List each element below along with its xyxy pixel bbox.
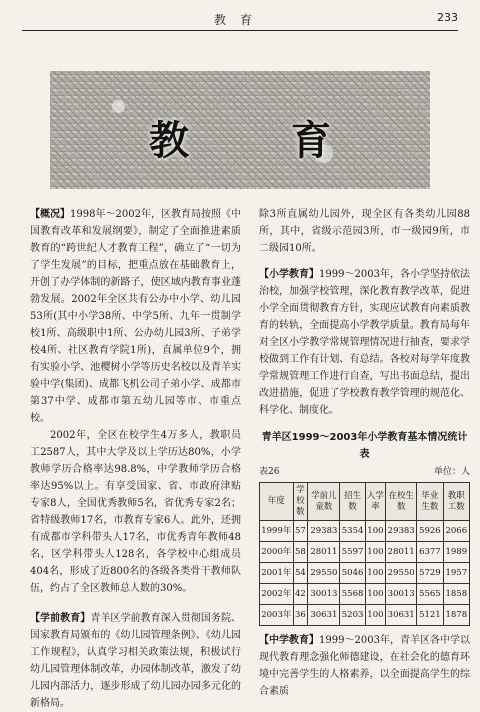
primary-paragraph: [259, 266, 470, 419]
overview-text: 1998年～2002年，区教育局按照《中国教育改革和发展纲要》，制定了全面推进素质教育的“跨世纪人才教育工程”，确立了“一切为了学生发展”的目标，把重点放在基础教育上，开创了办学体制的新路子，使区域内教育事业蓬勃发展。2002年全区共有公办中小学、幼儿园53所(其中小学38所、中学5所、九年一贯制学校1所、高级职中1所、公办幼儿园3所、子弟学校4所、社区教育学院1所)，直属单位9个，拥有实验小学、池樱树小学等历史名校以及青羊实验中学(集团)、成都飞机公司子弟小学、成都市第37中学、成都市第五幼儿园等市、市重点校。: [30, 209, 242, 424]
table-cell: 2000年: [260, 542, 294, 563]
table-cell: 100: [365, 542, 386, 563]
header-preschool: 学前儿童数: [308, 483, 340, 521]
table-cell: 1999年: [260, 521, 294, 542]
table-cell: 2001年: [260, 563, 294, 584]
primary-text: 1999～2003年，各小学坚持依法治校，加强学校管理，深化教育教学改革，促进小学全面贯彻教育方针，实现应试教育向素质教育的转轨，全面提高小学教学质量。教育局每年对全区小学教学常规管理情况进行抽查，要求学校做到工作有计划、有总结。各校对每学年度教学常规管理工作进行自查，写出书面总结，提出改进措施，促进了学校教育教学管理的规范化、科学化、制度化。: [259, 269, 471, 416]
page-number: 233: [437, 11, 458, 24]
table-cell: 29383: [308, 521, 340, 542]
table-row: [260, 521, 470, 542]
table-row: [260, 542, 470, 563]
table-cell: 5565: [417, 584, 443, 605]
table-row: [260, 584, 470, 605]
section-tag-primary: 【小学教育】: [259, 269, 320, 280]
table-cell: 1878: [443, 605, 469, 626]
overview-paragraph: [30, 206, 241, 427]
left-column: [30, 206, 241, 712]
table-cell: 54: [293, 563, 308, 584]
table-cell: 5729: [417, 563, 443, 584]
table-cell: 2066: [443, 521, 469, 542]
table-cell: 100: [365, 563, 386, 584]
secondary-text: 1999～2003年，青羊区各中学以现代教育理念强化师德建设，在社会化的德育环境中完善学生的人格素养，以全面提高学生的综合素质: [259, 635, 471, 697]
secondary-paragraph: [259, 632, 470, 700]
table-cell: 30013: [386, 584, 417, 605]
table-header-row: [260, 483, 470, 521]
table-cell: 36: [293, 605, 308, 626]
table-caption: 青羊区1999～2003年小学教育基本情况统计表: [261, 432, 468, 460]
table-cell: 5568: [340, 584, 365, 605]
staff-paragraph: 2002年，全区在校学生4万多人，教职员工2587人，其中大学及以上学历达80%，小学教师学历合格率达98.8%，中学教师学历合格率达95%以上。有享受国家、省、市政府津贴专家8人，全国优秀教师5名，省优秀专家2名；省特级教师17名，市教育专家6人。此外，还拥有成都市学科带头人17名，市优秀青年教师48名，区学科带头人128名，各学校中心组成员404名，形成了近800名的各级各类骨干教师队伍，约占了全区教师总人数的30%。: [30, 430, 241, 594]
preschool-text: 青羊区学前教育深入贯彻国务院、国家教育局颁布的《幼儿园管理条例》、《幼儿园工作规程》，认真学习相关政策法规，积极试行幼儿园管理体制改革，办园体制改革，激发了幼儿园内部活力，逐步形成了幼儿园办园多元化的新格局。: [30, 613, 242, 709]
table-cell: 5046: [340, 563, 365, 584]
chapter-title: 教 育: [149, 117, 375, 164]
table-cell: 6377: [417, 542, 443, 563]
table-cell: 30631: [308, 605, 340, 626]
preschool-paragraph: [30, 610, 241, 712]
table-cell: 100: [365, 584, 386, 605]
running-header: [22, 8, 458, 31]
table-row: [260, 605, 470, 626]
table-cell: 1957: [443, 563, 469, 584]
table-cell: 100: [365, 605, 386, 626]
table-cell: 29383: [386, 521, 417, 542]
chapter-banner: [50, 71, 430, 189]
header-enrollment: 招生数: [340, 483, 365, 521]
table-cell: 29550: [308, 563, 340, 584]
header-schools: 学校数: [293, 483, 308, 521]
table-cell: 1858: [443, 584, 469, 605]
table-cell: 58: [293, 542, 308, 563]
header-staff: 教职工数: [443, 483, 469, 521]
table-cell: 100: [365, 521, 386, 542]
section-tag-overview: 【概况】: [30, 209, 71, 220]
table-row: [260, 563, 470, 584]
section-tag-secondary: 【中学教育】: [259, 635, 320, 646]
table-cell: 2003年: [260, 605, 294, 626]
table-cell: 5354: [340, 521, 365, 542]
table-number: 表26: [259, 467, 280, 477]
preschool-continued: 除3所直属幼儿园外，现全区有各类幼儿园88所，其中，省级示范园3所，市一级园9所，市二级园10所。: [259, 209, 470, 254]
header-graduates: 毕业生数: [417, 483, 443, 521]
table-cell: 1989: [443, 542, 469, 563]
right-column: [259, 206, 470, 700]
table-meta: [259, 464, 470, 481]
section-tag-preschool: 【学前教育】: [30, 613, 91, 624]
table-cell: 5926: [417, 521, 443, 542]
statistics-table: [259, 482, 470, 626]
table-cell: 2002年: [260, 584, 294, 605]
table-cell: 57: [293, 521, 308, 542]
table-cell: 29550: [386, 563, 417, 584]
table-cell: 42: [293, 584, 308, 605]
table-cell: 28011: [386, 542, 417, 563]
table-unit: 单位：人: [433, 467, 470, 477]
table-cell: 5121: [417, 605, 443, 626]
table-cell: 28011: [308, 542, 340, 563]
header-students: 在校生数: [386, 483, 417, 521]
header-rate: 入学率: [365, 483, 386, 521]
header-year: 年度: [260, 483, 294, 521]
table-cell: 5203: [340, 605, 365, 626]
header-title: 教育: [213, 13, 266, 27]
table-cell: 30013: [308, 584, 340, 605]
table-cell: 30631: [386, 605, 417, 626]
table-cell: 5597: [340, 542, 365, 563]
